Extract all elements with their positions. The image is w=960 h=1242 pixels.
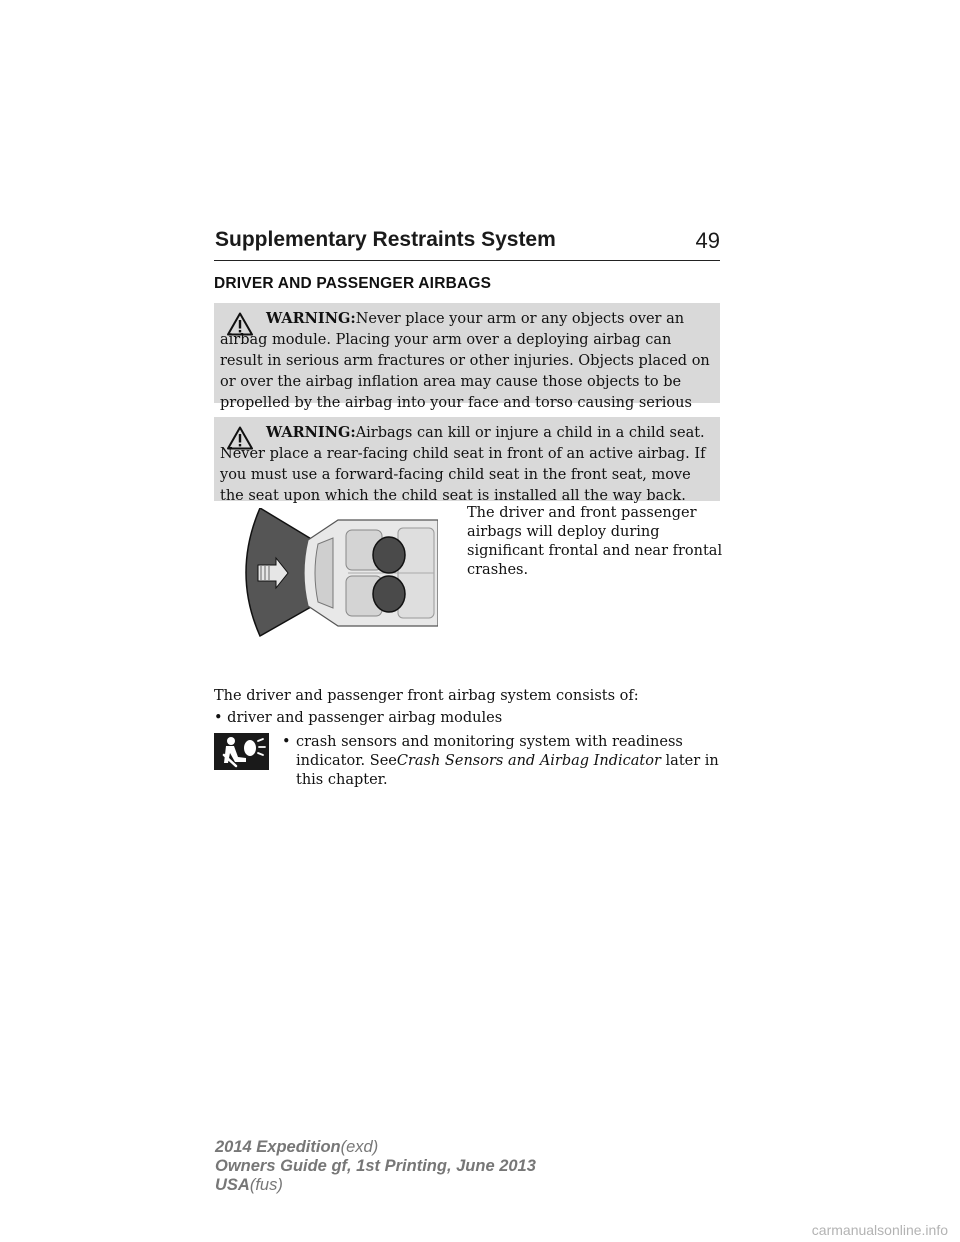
header-rule <box>214 260 720 261</box>
warning-label: WARNING: <box>266 310 356 327</box>
warning-body: Airbags can kill or injure a child in a child seat. Never place a rear-facing child seat in front of an active airbag. If you must use a forward-facing child seat in the front seat, move the seat upon which the child seat is installed all the way back. <box>220 425 706 504</box>
page-header-title: Supplementary Restraints System <box>215 228 556 251</box>
warning-body: Never place your arm or any objects over an airbag module. Placing your arm over a deploying airbag can result in serious arm fractures or other injuries. Objects placed on or over the airbag inflation area may cause those objects to be propelled by the airbag into your face and torso causing serious <box>220 311 710 411</box>
bullet-text <box>282 733 722 790</box>
footer-model: 2014 Expedition <box>215 1138 341 1156</box>
bullet-mark: • <box>282 734 291 750</box>
footer-printing: Owners Guide gf, 1st Printing, June 2013 <box>215 1157 536 1175</box>
deployment-description: The driver and front passenger airbags will deploy during significant frontal and near frontal crashes. <box>467 505 723 578</box>
warning-text <box>220 308 714 435</box>
footer-line-2 <box>215 1157 536 1176</box>
list-item <box>282 733 722 790</box>
warning-box-child-seat <box>214 417 720 504</box>
warning-label: WARNING: <box>266 424 356 441</box>
vehicle-top-view <box>304 520 438 626</box>
footer-market: USA <box>215 1176 250 1194</box>
airbag-warning-indicator-icon <box>214 733 269 770</box>
warning-triangle-icon <box>227 426 253 450</box>
warning-triangle-icon <box>227 312 253 336</box>
system-consists-of: The driver and passenger front airbag system consists of: <box>214 688 639 704</box>
footer-line-3 <box>215 1176 283 1195</box>
footer-model-code: (exd) <box>340 1138 379 1156</box>
bullet-text-before: crash sensors and monitoring system with readiness indicator. See <box>296 734 683 769</box>
section-heading: DRIVER AND PASSENGER AIRBAGS <box>214 275 492 292</box>
cross-reference-link: Crash Sensors and Airbag Indicator <box>396 753 661 769</box>
footer-market-code: (fus) <box>249 1176 283 1194</box>
driver-airbag-icon <box>373 537 405 573</box>
footer-line-1 <box>215 1138 378 1157</box>
bullet-mark: • <box>214 710 223 726</box>
warning-box-arm <box>214 303 720 411</box>
watermark: carmanualsonline.info <box>811 1222 948 1238</box>
bullet-text-after: later in this chapter. <box>296 753 719 788</box>
frontal-airbag-deployment-illustration <box>238 508 438 638</box>
passenger-airbag-icon <box>373 576 405 612</box>
warning-text <box>220 422 714 507</box>
page-number: 49 <box>695 228 720 253</box>
list-item <box>214 710 502 726</box>
bullet-text: driver and passenger airbag modules <box>227 710 503 726</box>
